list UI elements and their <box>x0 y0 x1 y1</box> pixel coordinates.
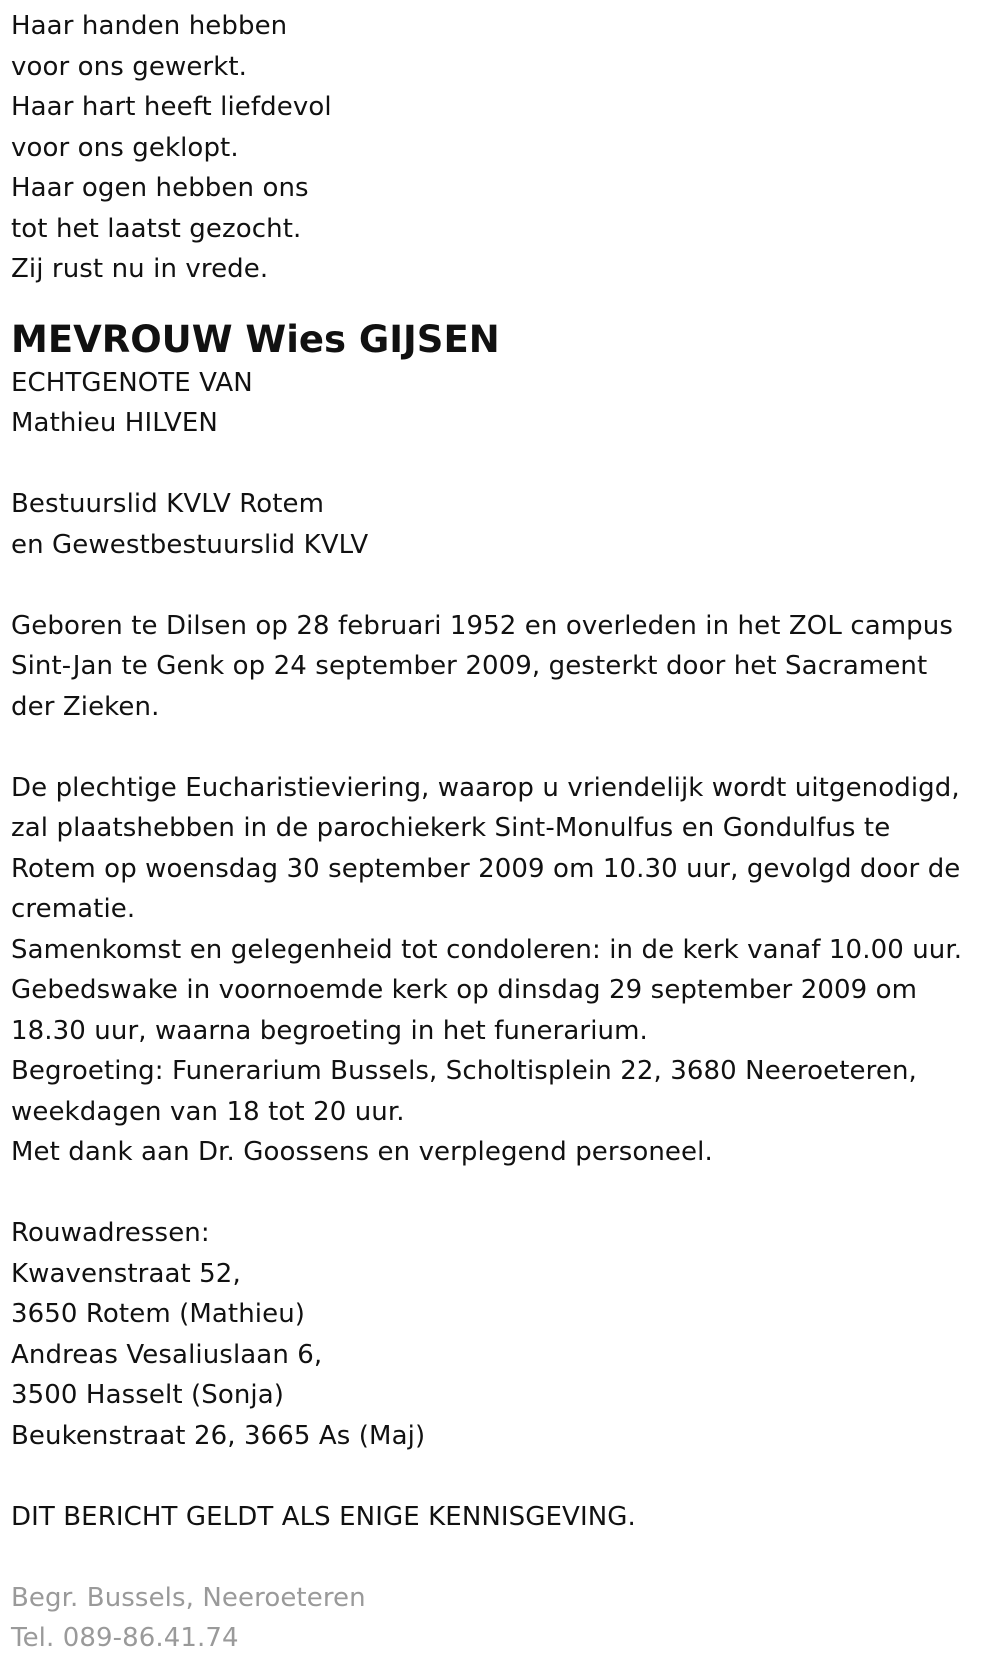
funeral-home-phone: Tel. 089-86.41.74 <box>11 1623 239 1653</box>
paragraph-line: der Zieken. <box>11 691 160 722</box>
paragraph-line: crematie. <box>11 894 136 924</box>
role-line: Bestuurslid KVLV Rotem <box>11 489 325 519</box>
poem-line: tot het laatst gezocht. <box>11 213 302 244</box>
addresses-heading: Rouwadressen: <box>11 1218 210 1248</box>
address-line: 3650 Rotem (Mathieu) <box>11 1299 306 1329</box>
paragraph-line: De plechtige Eucharistieviering, waarop u vriendelijk wordt uitgenodigd, <box>11 772 960 803</box>
poem-line: voor ons geklopt. <box>11 132 239 163</box>
notice-statement: DIT BERICHT GELDT ALS ENIGE KENNISGEVING. <box>11 1501 636 1532</box>
spouse-intro: ECHTGENOTE VAN <box>11 367 253 398</box>
paragraph-line: Sint-Jan te Genk op 24 september 2009, gesterkt door het Sacrament <box>11 651 928 681</box>
paragraph-line: Rotem op woensdag 30 september 2009 om 10.30 uur, gevolgd door de <box>11 853 961 884</box>
role-line: en Gewestbestuurslid KVLV <box>11 529 369 560</box>
poem <box>11 6 986 290</box>
obituary-notice <box>11 6 986 1659</box>
spacer <box>11 444 986 485</box>
paragraph-line: Gebedswake in voornoemde kerk op dinsdag 29 september 2009 om <box>11 975 918 1005</box>
paragraph-line: weekdagen van 18 tot 20 uur. <box>11 1096 405 1127</box>
funeral-home-name: Begr. Bussels, Neeroeteren <box>11 1582 366 1613</box>
spacer <box>11 1537 986 1578</box>
poem-line: Zij rust nu in vrede. <box>11 254 269 284</box>
paragraph-line: Samenkomst en gelegenheid tot condoleren: in de kerk vanaf 10.00 uur. <box>11 934 963 965</box>
spacer <box>11 565 986 606</box>
spouse-name: Mathieu HILVEN <box>11 408 218 438</box>
address-line: 3500 Hasselt (Sonja) <box>11 1380 285 1410</box>
address-line: Beukenstraat 26, 3665 As (Maj) <box>11 1420 426 1451</box>
deceased-block <box>11 318 986 444</box>
birth-death-paragraph <box>11 606 986 728</box>
spacer <box>11 1456 986 1497</box>
deceased-name: MEVROUW Wies GIJSEN <box>11 317 500 361</box>
mourning-addresses <box>11 1213 986 1456</box>
paragraph-line: Geboren te Dilsen op 28 februari 1952 en overleden in het ZOL campus <box>11 610 953 641</box>
address-line: Andreas Vesaliuslaan 6, <box>11 1339 323 1370</box>
spacer <box>11 727 986 768</box>
spacer <box>11 290 986 316</box>
spacer <box>11 1173 986 1214</box>
address-line: Kwavenstraat 52, <box>11 1258 241 1289</box>
poem-line: voor ons gewerkt. <box>11 51 248 82</box>
roles <box>11 484 986 565</box>
paragraph-line: Begroeting: Funerarium Bussels, Scholtisplein 22, 3680 Neeroeteren, <box>11 1056 917 1086</box>
paragraph-line: 18.30 uur, waarna begroeting in het funerarium. <box>11 1015 648 1046</box>
funeral-home <box>11 1578 986 1659</box>
paragraph-line: zal plaatshebben in de parochiekerk Sint-Monulfus en Gondulfus te <box>11 813 891 843</box>
poem-line: Haar ogen hebben ons <box>11 173 309 203</box>
paragraph-line: Met dank aan Dr. Goossens en verplegend personeel. <box>11 1137 713 1167</box>
ceremony-paragraph <box>11 768 986 1173</box>
poem-line: Haar handen hebben <box>11 11 288 41</box>
poem-line: Haar hart heeft liefdevol <box>11 92 332 122</box>
